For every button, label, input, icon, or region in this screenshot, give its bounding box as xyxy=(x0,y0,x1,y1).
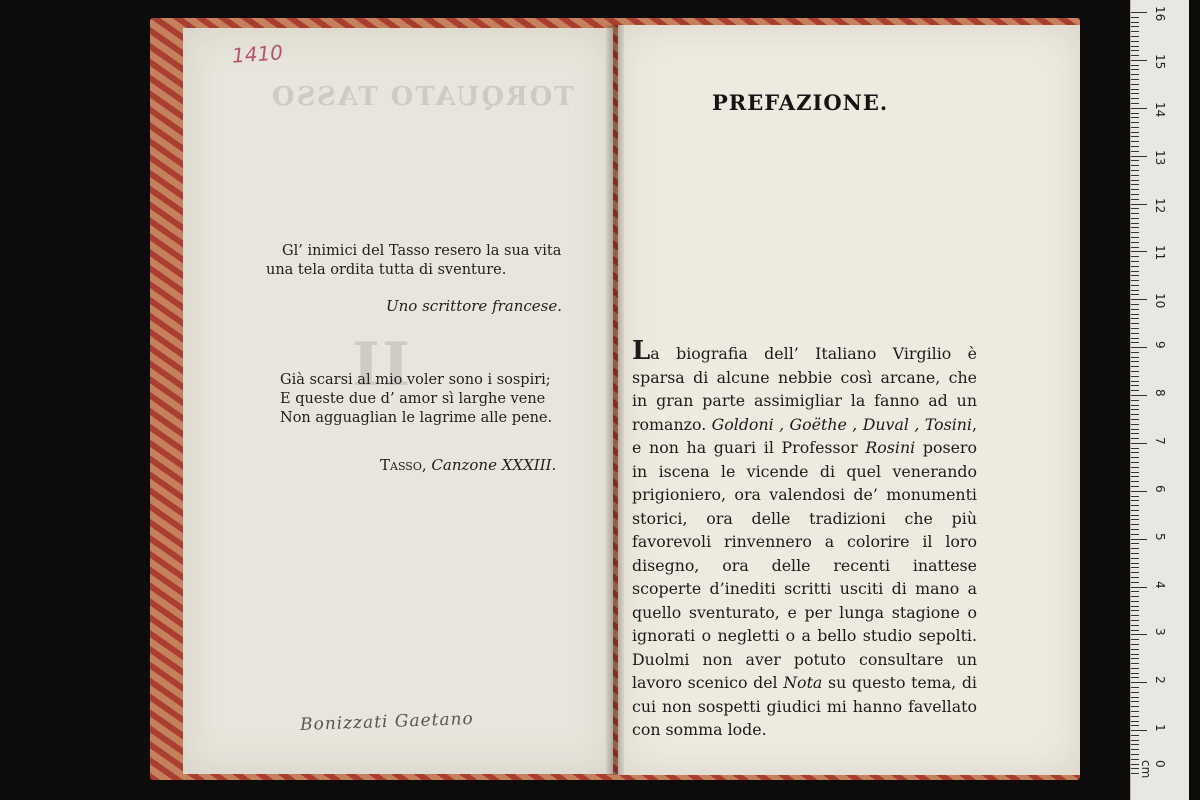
dropcap: L xyxy=(632,336,651,366)
ruler-tick xyxy=(1131,400,1139,401)
ruler-tick xyxy=(1131,385,1139,386)
ruler-tick xyxy=(1131,347,1147,348)
show-through-title-2: II xyxy=(350,330,411,400)
ruler-tick xyxy=(1131,577,1139,578)
ruler-tick xyxy=(1131,711,1139,712)
ruler-tick xyxy=(1131,649,1139,650)
ruler-tick xyxy=(1131,199,1139,200)
ruler-tick xyxy=(1131,519,1139,520)
ruler-tick xyxy=(1131,79,1139,80)
ruler-tick xyxy=(1131,266,1139,267)
ruler-tick xyxy=(1131,36,1139,37)
handwritten-signature: Bonizzati Gaetano xyxy=(299,708,475,736)
preface-names: Goldoni , Goëthe , Duval , Tosini xyxy=(711,414,972,434)
ruler-tick xyxy=(1131,409,1139,410)
preface-body-1: a biografia dell’ Italiano Virgilio è sparsa di alcune nebbie così arcane, che in gran parte assimigliar la fanno ad un romanzo. xyxy=(632,344,977,434)
ruler-tick xyxy=(1131,98,1139,99)
ruler-tick xyxy=(1131,443,1147,444)
ruler-tick xyxy=(1131,620,1139,621)
ruler-tick xyxy=(1131,50,1139,51)
ruler-tick xyxy=(1131,591,1139,592)
ruler-tick xyxy=(1131,663,1139,664)
ruler-tick xyxy=(1131,342,1139,343)
ruler-tick xyxy=(1131,658,1139,659)
ruler-label: 8 xyxy=(1153,389,1167,397)
ruler-tick xyxy=(1131,366,1139,367)
ruler-tick xyxy=(1131,601,1139,602)
ruler-label: 13 xyxy=(1153,149,1167,165)
ruler-tick xyxy=(1131,644,1139,645)
ruler-tick xyxy=(1131,218,1139,219)
ruler-tick xyxy=(1131,108,1147,109)
ruler-tick xyxy=(1131,730,1147,731)
ruler-tick xyxy=(1131,93,1139,94)
ruler-label: 6 xyxy=(1153,484,1167,493)
ruler-tick xyxy=(1131,175,1139,176)
ruler-tick xyxy=(1131,610,1139,611)
ruler-tick xyxy=(1131,156,1147,157)
ruler-label: 16 xyxy=(1153,6,1167,22)
ruler-tick xyxy=(1131,390,1139,391)
ruler-tick xyxy=(1131,539,1147,540)
ruler-tick xyxy=(1131,371,1139,372)
ruler-tick xyxy=(1131,237,1139,238)
ruler-tick xyxy=(1131,510,1139,511)
ruler-tick xyxy=(1131,744,1139,745)
preface-body-2: , e non ha guari il Professor xyxy=(632,414,977,457)
ruler-label: 1 xyxy=(1153,724,1167,732)
ruler-tick xyxy=(1131,491,1147,492)
ruler-tick xyxy=(1131,735,1139,736)
ruler-tick xyxy=(1131,395,1147,396)
ruler-tick xyxy=(1131,515,1139,516)
ruler-tick xyxy=(1131,261,1139,262)
ruler-tick xyxy=(1131,438,1139,439)
ruler-tick xyxy=(1131,534,1139,535)
ruler-tick xyxy=(1131,567,1139,568)
ruler-tick xyxy=(1131,754,1139,755)
ruler-tick xyxy=(1131,630,1139,631)
ruler-tick xyxy=(1131,405,1139,406)
ruler-tick xyxy=(1131,548,1139,549)
epigraph-1-line-1: Gl’ inimici del Tasso resero la sua vita xyxy=(282,243,562,259)
ruler-tick xyxy=(1131,606,1139,607)
ruler-label: 10 xyxy=(1153,293,1167,309)
ruler-tick xyxy=(1131,184,1139,185)
ruler-tick xyxy=(1131,452,1139,453)
ruler-tick xyxy=(1131,170,1139,171)
ruler-tick xyxy=(1131,122,1139,123)
ruler-tick xyxy=(1131,639,1139,640)
ruler-tick xyxy=(1131,60,1147,61)
ruler-tick xyxy=(1131,227,1139,228)
ruler-tick xyxy=(1131,529,1139,530)
ruler-label: 14 xyxy=(1153,101,1167,118)
ruler-tick xyxy=(1131,773,1139,774)
ruler-tick xyxy=(1131,189,1139,190)
ruler-tick xyxy=(1131,333,1139,334)
ruler-label: 9 xyxy=(1153,341,1167,349)
ruler-tick xyxy=(1131,127,1139,128)
ruler-label: 3 xyxy=(1153,628,1167,637)
ruler-tick xyxy=(1131,759,1139,760)
ruler-tick xyxy=(1131,524,1139,525)
ruler-label: 15 xyxy=(1153,53,1167,70)
ruler-tick xyxy=(1131,721,1139,722)
epigraph-1-attribution: Uno scrittore francese. xyxy=(386,297,563,315)
ruler-tick xyxy=(1131,146,1139,147)
ruler-tick xyxy=(1131,251,1147,252)
ruler-tick xyxy=(1131,462,1139,463)
ruler-tick xyxy=(1131,323,1139,324)
ruler-tick xyxy=(1131,496,1139,497)
ruler-tick xyxy=(1131,136,1139,137)
pencil-note: 1410 xyxy=(231,40,284,68)
show-through-title: TORQUATO TASSO xyxy=(270,82,574,112)
ruler-tick xyxy=(1131,625,1139,626)
preface-body-3: posero in iscena le vicende di quel venerando prigioniero, ora valendosi de’ monumenti storici, ora delle tradizioni che più favorevoli rinvennero a colorire il loro disegno, ora delle recenti inattese scoperte d’inediti scritti usciti di mano a quello sventurato, e per lunga stagione o ignorati o negletti o a bello studio sepolti. Duolmi non aver potuto consultare un lavoro scenico del xyxy=(632,438,977,692)
book-gutter xyxy=(606,25,624,775)
ruler-tick xyxy=(1131,419,1139,420)
ruler-tick xyxy=(1131,697,1139,698)
preface-text xyxy=(632,336,977,742)
ruler-tick xyxy=(1131,424,1139,425)
ruler-tick xyxy=(1131,558,1139,559)
ruler-tick xyxy=(1131,768,1139,769)
ruler-tick xyxy=(1131,309,1139,310)
ruler-tick xyxy=(1131,448,1139,449)
ruler-tick xyxy=(1131,572,1139,573)
ruler-tick xyxy=(1131,12,1147,13)
ruler-tick xyxy=(1131,84,1139,85)
attribution-author: Tasso xyxy=(380,456,422,474)
ruler-tick xyxy=(1131,55,1139,56)
ruler-tick xyxy=(1131,256,1139,257)
ruler-tick xyxy=(1131,89,1139,90)
ruler-tick xyxy=(1131,706,1139,707)
ruler-tick xyxy=(1131,634,1147,635)
ruler-tick xyxy=(1131,22,1139,23)
ruler-tick xyxy=(1131,41,1139,42)
ruler-tick xyxy=(1131,673,1139,674)
ruler-tick xyxy=(1131,113,1139,114)
ruler-tick xyxy=(1131,194,1139,195)
ruler-tick xyxy=(1131,587,1147,588)
ruler-tick xyxy=(1131,46,1139,47)
ruler-tick xyxy=(1131,505,1139,506)
ruler-tick xyxy=(1131,338,1139,339)
ruler-tick xyxy=(1131,74,1139,75)
ruler-tick xyxy=(1131,65,1139,66)
preface-rosini: Rosini xyxy=(865,438,916,457)
ruler-tick xyxy=(1131,294,1139,295)
ruler-tick xyxy=(1131,31,1139,32)
attribution-work: Canzone XXXIII. xyxy=(431,456,557,474)
ruler-tick xyxy=(1131,553,1139,554)
ruler-tick xyxy=(1131,213,1139,214)
ruler-tick xyxy=(1131,17,1139,18)
ruler-tick xyxy=(1131,204,1147,205)
ruler-tick xyxy=(1131,165,1139,166)
ruler-tick xyxy=(1131,117,1139,118)
epigraph-1 xyxy=(266,242,577,280)
ruler-tick xyxy=(1131,132,1139,133)
ruler-tick xyxy=(1131,232,1139,233)
epigraph-2-line-2: E queste due d’ amor sì larghe vene xyxy=(280,391,546,407)
ruler-tick xyxy=(1131,381,1139,382)
ruler-tick xyxy=(1131,26,1139,27)
ruler-tick xyxy=(1131,654,1139,655)
ruler-tick xyxy=(1131,677,1139,678)
ruler-tick xyxy=(1131,271,1139,272)
ruler-tick xyxy=(1131,223,1139,224)
ruler-tick xyxy=(1131,692,1139,693)
ruler-tick xyxy=(1131,304,1139,305)
ruler-label: 11 xyxy=(1153,245,1167,261)
ruler-tick xyxy=(1131,457,1139,458)
ruler-tick xyxy=(1131,280,1139,281)
ruler-tick xyxy=(1131,500,1139,501)
ruler-tick xyxy=(1131,247,1139,248)
ruler-tick xyxy=(1131,275,1139,276)
ruler-tick xyxy=(1131,740,1139,741)
ruler-tick xyxy=(1131,299,1147,300)
ruler-tick xyxy=(1131,328,1139,329)
ruler-tick xyxy=(1131,472,1139,473)
preface-body-4: su questo tema, di cui non sospetti giudici mi hanno favellato con somma lode. xyxy=(632,673,977,739)
epigraph-2-line-1: Già scarsi al mio voler sono i sospiri; xyxy=(280,372,551,388)
ruler-label: 5 xyxy=(1153,532,1167,541)
ruler-tick xyxy=(1131,318,1139,319)
ruler-label: 7 xyxy=(1153,436,1167,445)
ruler-tick xyxy=(1131,476,1139,477)
epigraph-2-line-3: Non agguaglian le lagrime alle pene. xyxy=(280,410,553,426)
ruler-tick xyxy=(1131,701,1139,702)
ruler-tick xyxy=(1131,668,1139,669)
ruler-tick xyxy=(1131,682,1147,683)
ruler-label: 4 xyxy=(1153,580,1167,589)
ruler-tick xyxy=(1131,615,1139,616)
ruler-tick xyxy=(1131,314,1139,315)
ruler-tick xyxy=(1131,725,1139,726)
ruler-tick xyxy=(1131,596,1139,597)
ruler-tick xyxy=(1131,180,1139,181)
ruler-tick xyxy=(1131,764,1139,765)
ruler-tick xyxy=(1131,361,1139,362)
ruler-tick xyxy=(1131,242,1139,243)
epigraph-1-line-2: una tela ordita tutta di sventure. xyxy=(266,262,507,278)
ruler-tick xyxy=(1131,481,1139,482)
ruler-tick xyxy=(1131,543,1139,544)
ruler-tick xyxy=(1131,433,1139,434)
measurement-ruler xyxy=(1130,0,1189,800)
ruler-tick xyxy=(1131,103,1139,104)
ruler-label: 0 cm xyxy=(1139,760,1167,779)
ruler-tick xyxy=(1131,749,1139,750)
ruler-tick xyxy=(1131,352,1139,353)
preface-nota: Nota xyxy=(783,673,823,692)
epigraph-2-attribution: Tasso, Canzone XXXIII. xyxy=(380,456,557,474)
ruler-tick xyxy=(1131,467,1139,468)
ruler-tick xyxy=(1131,151,1139,152)
ruler-tick xyxy=(1131,414,1139,415)
ruler-tick xyxy=(1131,357,1139,358)
ruler-tick xyxy=(1131,429,1139,430)
page-title: PREFAZIONE. xyxy=(712,90,889,115)
ruler-tick xyxy=(1131,582,1139,583)
ruler-tick xyxy=(1131,486,1139,487)
ruler-tick xyxy=(1131,160,1139,161)
ruler-tick xyxy=(1131,285,1139,286)
ruler-tick xyxy=(1131,716,1139,717)
ruler-tick xyxy=(1131,563,1139,564)
ruler-tick xyxy=(1131,687,1139,688)
ruler-label: 2 xyxy=(1153,676,1167,684)
ruler-tick xyxy=(1131,69,1139,70)
epigraph-2 xyxy=(280,371,580,428)
ruler-tick xyxy=(1131,208,1139,209)
ruler-label: 12 xyxy=(1153,197,1167,213)
ruler-tick xyxy=(1131,376,1139,377)
ruler-tick xyxy=(1131,141,1139,142)
ruler-tick xyxy=(1131,290,1139,291)
